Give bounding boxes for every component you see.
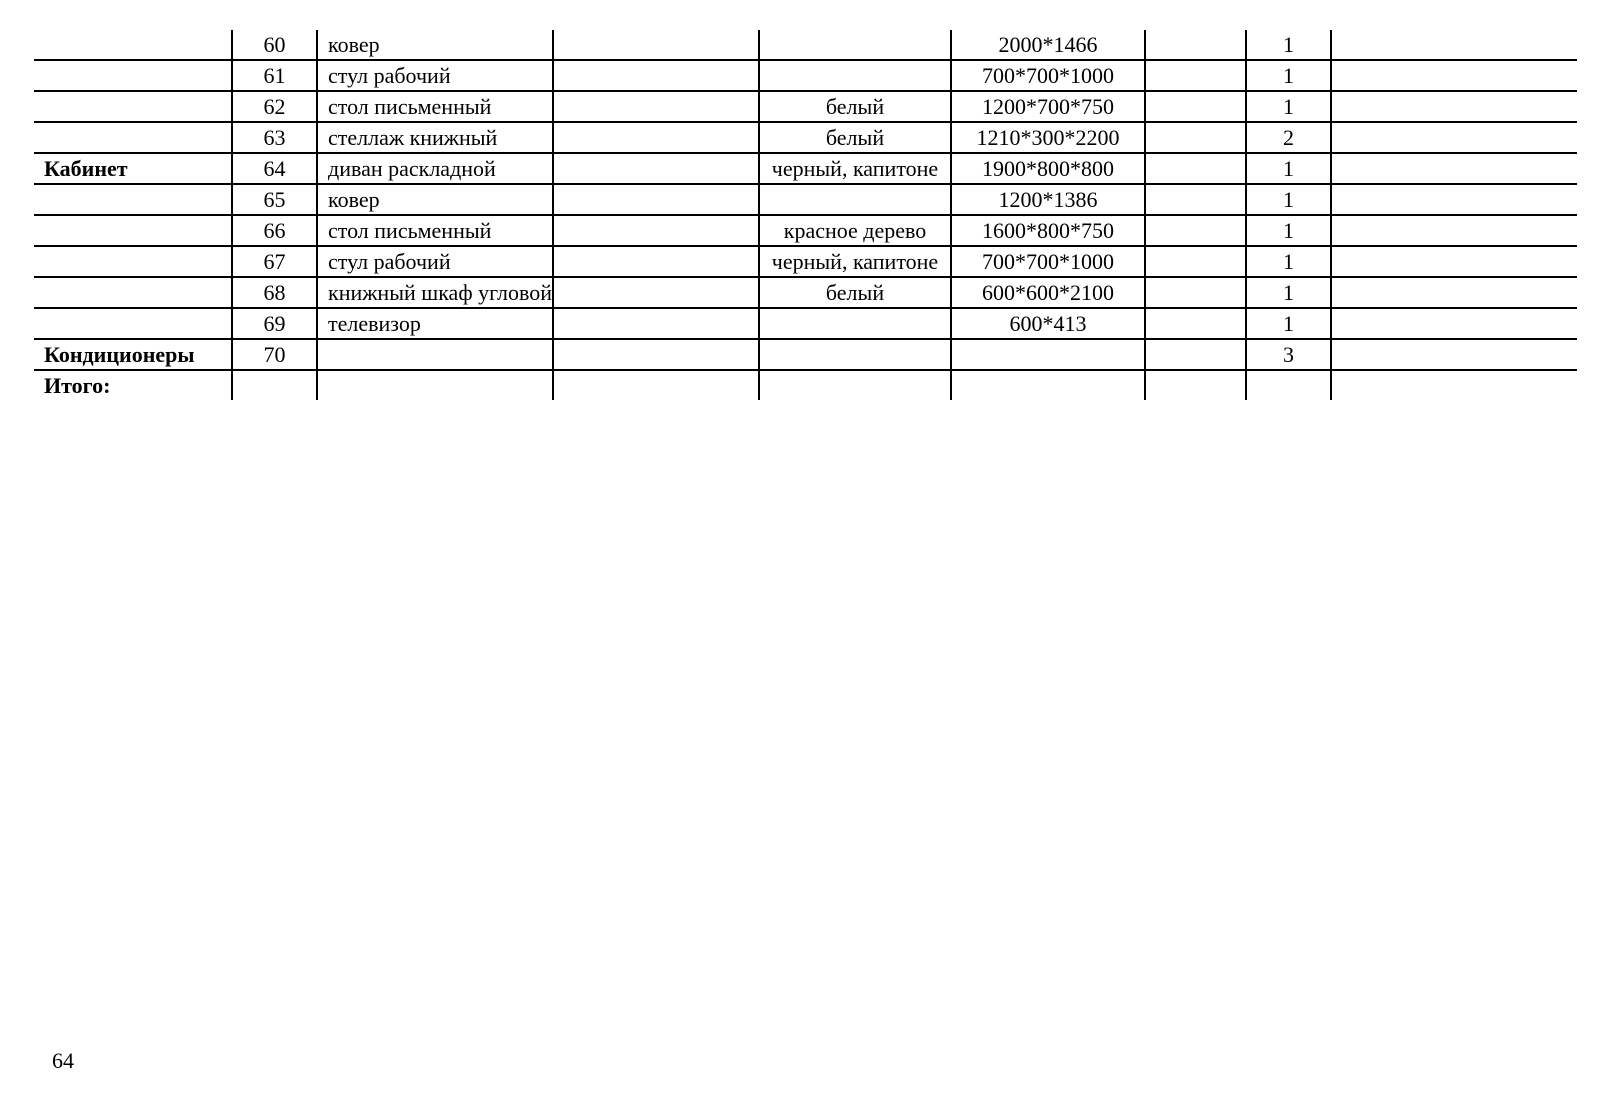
item-number-cell: 67 — [232, 246, 317, 277]
empty-cell — [1331, 339, 1577, 370]
empty-cell — [1331, 246, 1577, 277]
empty-cell — [1331, 153, 1577, 184]
quantity-cell: 1 — [1246, 30, 1331, 60]
color-cell: белый — [759, 122, 951, 153]
room-cell: Кондиционеры — [34, 339, 232, 370]
room-cell — [34, 184, 232, 215]
color-cell: белый — [759, 277, 951, 308]
room-cell — [34, 277, 232, 308]
empty-cell — [1145, 122, 1246, 153]
size-cell: 2000*1466 — [951, 30, 1145, 60]
table-row — [34, 308, 1577, 339]
table-row — [34, 246, 1577, 277]
table-row — [34, 153, 1577, 184]
room-cell — [34, 308, 232, 339]
item-number-cell: 68 — [232, 277, 317, 308]
empty-cell — [1331, 60, 1577, 91]
item-number-cell — [232, 370, 317, 400]
quantity-cell: 1 — [1246, 91, 1331, 122]
empty-cell — [553, 370, 759, 400]
item-name-cell: книжный шкаф угловой — [317, 277, 553, 308]
item-name-cell: стул рабочий — [317, 246, 553, 277]
empty-cell — [553, 339, 759, 370]
size-cell: 1200*700*750 — [951, 91, 1145, 122]
empty-cell — [1145, 246, 1246, 277]
quantity-cell: 1 — [1246, 184, 1331, 215]
quantity-cell — [1246, 370, 1331, 400]
empty-cell — [553, 153, 759, 184]
room-cell: Итого: — [44, 373, 111, 398]
item-name-cell: ковер — [317, 30, 553, 60]
color-cell: черный, капитоне — [759, 153, 951, 184]
item-name-cell: диван раскладной — [317, 153, 553, 184]
table-row — [34, 91, 1577, 122]
empty-cell — [1331, 122, 1577, 153]
size-cell: 700*700*1000 — [951, 246, 1145, 277]
empty-cell — [1145, 339, 1246, 370]
empty-cell — [1331, 184, 1577, 215]
empty-cell — [1145, 30, 1246, 60]
color-cell — [759, 339, 951, 370]
empty-cell — [553, 215, 759, 246]
inventory-table — [34, 30, 1577, 400]
color-cell — [759, 60, 951, 91]
table-row — [34, 370, 1577, 400]
empty-cell — [1145, 153, 1246, 184]
empty-cell — [1145, 215, 1246, 246]
empty-cell — [1331, 30, 1577, 60]
room-cell — [34, 215, 232, 246]
item-name-cell: стеллаж книжный — [317, 122, 553, 153]
item-name-cell: телевизор — [317, 308, 553, 339]
table-row — [34, 277, 1577, 308]
quantity-cell: 1 — [1246, 215, 1331, 246]
quantity-cell: 1 — [1246, 277, 1331, 308]
size-cell: 1200*1386 — [951, 184, 1145, 215]
empty-cell — [553, 308, 759, 339]
quantity-cell: 1 — [1246, 153, 1331, 184]
page-number: 64 — [52, 1048, 74, 1073]
size-cell: 700*700*1000 — [951, 60, 1145, 91]
color-cell — [759, 370, 951, 400]
room-cell — [34, 60, 232, 91]
empty-cell — [553, 30, 759, 60]
empty-cell — [1145, 91, 1246, 122]
empty-cell — [553, 184, 759, 215]
item-number-cell: 60 — [232, 30, 317, 60]
room-cell: Кабинет — [34, 153, 232, 184]
empty-cell — [553, 277, 759, 308]
table-row — [34, 60, 1577, 91]
size-cell: 1210*300*2200 — [951, 122, 1145, 153]
item-number-cell: 69 — [232, 308, 317, 339]
item-number-cell: 70 — [232, 339, 317, 370]
table-row — [34, 30, 1577, 60]
empty-cell — [553, 246, 759, 277]
item-number-cell: 66 — [232, 215, 317, 246]
table-row — [34, 339, 1577, 370]
empty-cell — [1145, 308, 1246, 339]
table-row — [34, 122, 1577, 153]
empty-cell — [1331, 370, 1577, 400]
empty-cell — [1145, 370, 1246, 400]
size-cell: 600*413 — [951, 308, 1145, 339]
item-number-cell: 62 — [232, 91, 317, 122]
table-body — [34, 30, 1577, 400]
empty-cell — [553, 91, 759, 122]
size-cell — [951, 339, 1145, 370]
empty-cell — [1331, 277, 1577, 308]
size-cell: 600*600*2100 — [951, 277, 1145, 308]
quantity-cell: 3 — [1246, 339, 1331, 370]
item-number-cell: 64 — [232, 153, 317, 184]
table-row — [34, 215, 1577, 246]
room-cell — [34, 122, 232, 153]
color-cell — [759, 30, 951, 60]
room-cell — [34, 246, 232, 277]
size-cell: 1600*800*750 — [951, 215, 1145, 246]
empty-cell — [1145, 184, 1246, 215]
item-number-cell: 65 — [232, 184, 317, 215]
item-name-cell: стул рабочий — [317, 60, 553, 91]
quantity-cell: 2 — [1246, 122, 1331, 153]
color-cell — [759, 308, 951, 339]
color-cell — [759, 184, 951, 215]
item-number-cell: 61 — [232, 60, 317, 91]
color-cell: черный, капитоне — [759, 246, 951, 277]
item-name-cell — [317, 339, 553, 370]
size-cell: 1900*800*800 — [951, 153, 1145, 184]
table-row — [34, 184, 1577, 215]
color-cell: красное дерево — [759, 215, 951, 246]
empty-cell — [1145, 277, 1246, 308]
empty-cell — [1331, 308, 1577, 339]
item-number-cell: 63 — [232, 122, 317, 153]
empty-cell — [1331, 91, 1577, 122]
room-cell — [34, 91, 232, 122]
item-name-cell — [317, 370, 553, 400]
item-name-cell: стол письменный — [317, 215, 553, 246]
item-name-cell: ковер — [317, 184, 553, 215]
quantity-cell: 1 — [1246, 60, 1331, 91]
item-name-cell: стол письменный — [317, 91, 553, 122]
empty-cell — [1145, 60, 1246, 91]
empty-cell — [1331, 215, 1577, 246]
color-cell: белый — [759, 91, 951, 122]
room-cell — [34, 30, 232, 60]
size-cell — [951, 370, 1145, 400]
empty-cell — [553, 60, 759, 91]
quantity-cell: 1 — [1246, 246, 1331, 277]
empty-cell — [553, 122, 759, 153]
quantity-cell: 1 — [1246, 308, 1331, 339]
